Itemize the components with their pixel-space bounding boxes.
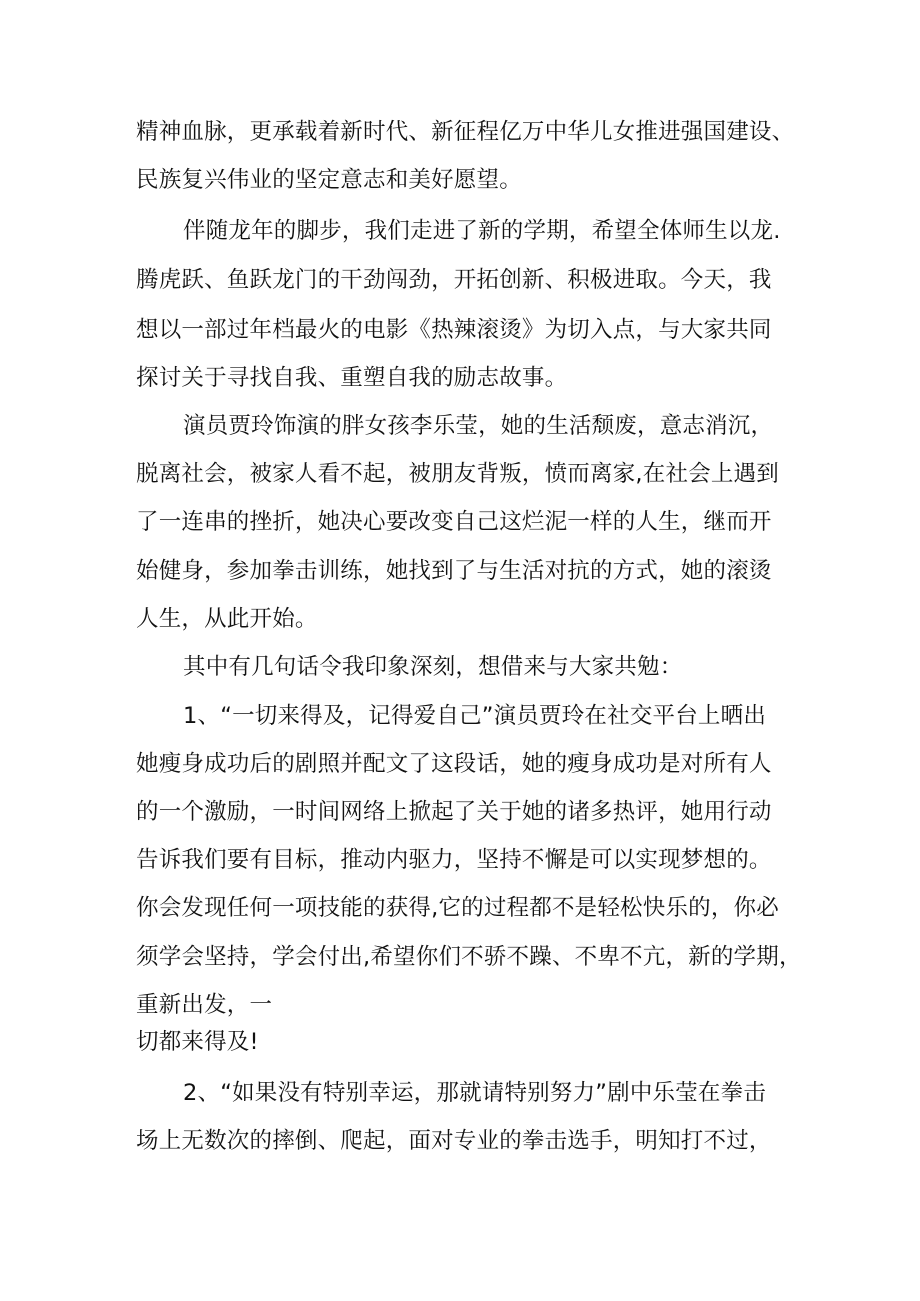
text-line: 脱离社会，被家人看不起，被朋友背叛，愤而离家,在社会上遇到 (136, 461, 779, 487)
text-line: 伴随龙年的脚步，我们走进了新的学期，希望全体师生以龙. (183, 218, 781, 244)
text-line: 腾虎跃、鱼跃龙门的干劲闯劲，开拓创新、积极进取。今天，我 (136, 267, 772, 293)
text-line: 切都来得及! (136, 1029, 259, 1055)
text-line: 告诉我们要有目标，推动内驱力，坚持不懈是可以实现梦想的。 (136, 847, 772, 873)
text-line: 民族复兴伟业的坚定意志和美好愿望。 (136, 167, 522, 193)
text-line: 须学会坚持，学会付出,希望你们不骄不躁、不卑不亢，新的学期， (136, 944, 802, 970)
text-line: 她瘦身成功后的剧照并配文了这段话，她的瘦身成功是对所有人 (136, 751, 772, 777)
text-line: 人生，从此开始。 (136, 606, 318, 632)
text-line: 的一个激励，一时间网络上掀起了关于她的诸多热评，她用行动 (136, 799, 772, 825)
text-line: 1、“一切来得及，记得爱自己”演员贾玲在社交平台上晒出 (183, 703, 767, 729)
text-line: 精神血脉，更承载着新时代、新征程亿万中华儿女推进强国建设、 (136, 119, 795, 145)
text-line: 了一连串的挫折，她决心要改变自己这烂泥一样的人生，继而开 (136, 509, 772, 535)
text-line: 2、“如果没有特别幸运，那就请特别努力”剧中乐莹在拳击 (183, 1080, 767, 1106)
text-line: 演员贾玲饰演的胖女孩李乐莹，她的生活颓废，意志消沉， (183, 413, 774, 439)
text-line: 探讨关于寻找自我、重塑自我的励志故事。 (136, 365, 568, 391)
text-line: 重新出发，一 (136, 992, 273, 1018)
text-line: 想以一部过年档最火的电影《热辣滚烫》为切入点，与大家共同 (136, 317, 772, 343)
text-line: 场上无数次的摔倒、爬起，面对专业的拳击选手，明知打不过， (136, 1128, 772, 1154)
text-line: 你会发现任何一项技能的获得,它的过程都不是轻松快乐的，你必 (136, 895, 779, 921)
text-line: 始健身，参加拳击训练，她找到了与生活对抗的方式，她的滚烫 (136, 558, 772, 584)
text-line: 其中有几句话令我印象深刻，想借来与大家共勉： (183, 654, 683, 680)
